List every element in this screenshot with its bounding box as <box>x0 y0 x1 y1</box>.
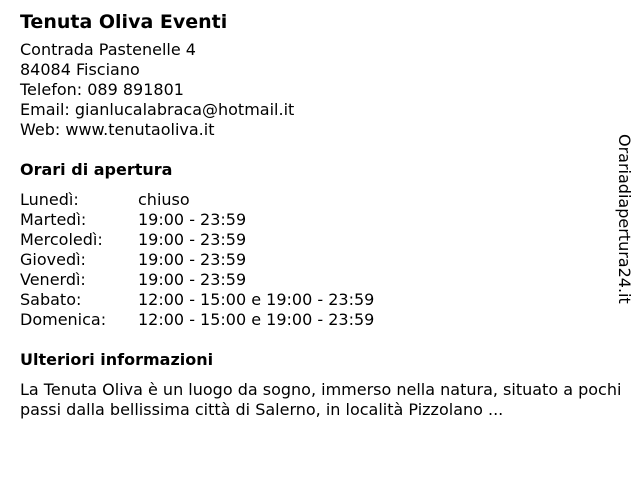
hours-row-sunday <box>20 310 610 330</box>
day-label: Lunedì: <box>20 190 79 209</box>
day-label: Mercoledì: <box>20 230 103 249</box>
time-value: 12:00 - 15:00 e 19:00 - 23:59 <box>138 310 375 329</box>
web-row <box>20 120 610 140</box>
hours-table <box>20 190 610 330</box>
address-line-2: 84084 Fisciano <box>20 60 140 79</box>
web-label: Web: <box>20 120 61 139</box>
web-link[interactable]: www.tenutaoliva.it <box>65 120 215 139</box>
time-value: 12:00 - 15:00 e 19:00 - 23:59 <box>138 290 375 309</box>
day-label: Giovedì: <box>20 250 86 269</box>
email-row <box>20 100 610 120</box>
day-label: Venerdì: <box>20 270 86 289</box>
contact-block <box>20 40 610 140</box>
hours-row-tuesday <box>20 210 610 230</box>
hours-row-friday <box>20 270 610 290</box>
phone-row <box>20 80 610 100</box>
day-label: Martedì: <box>20 210 87 229</box>
hours-row-thursday <box>20 250 610 270</box>
email-link[interactable]: gianlucalabraca@hotmail.it <box>74 100 295 119</box>
hours-row-saturday <box>20 290 610 310</box>
phone-label: Telefon: <box>20 80 83 99</box>
address-line-1: Contrada Pastenelle 4 <box>20 40 196 59</box>
hours-title: Orari di apertura <box>20 160 173 179</box>
info-description: La Tenuta Oliva è un luogo da sogno, immerso nella natura, situato a pochi passi dalla bellissima città di Salerno, in località Pizzolano ... <box>20 380 622 419</box>
hours-row-monday <box>20 190 610 210</box>
time-value: chiuso <box>138 190 190 209</box>
business-card <box>20 8 622 420</box>
day-label: Sabato: <box>20 290 82 309</box>
time-value: 19:00 - 23:59 <box>138 250 247 269</box>
time-value: 19:00 - 23:59 <box>138 210 247 229</box>
hours-row-wednesday <box>20 230 610 250</box>
day-label: Domenica: <box>20 310 107 329</box>
phone-number[interactable]: 089 891801 <box>87 80 184 99</box>
time-value: 19:00 - 23:59 <box>138 230 247 249</box>
info-title: Ulteriori informazioni <box>20 350 214 369</box>
side-brand-label: Orariadiapertura24.it <box>615 134 634 304</box>
time-value: 19:00 - 23:59 <box>138 270 247 289</box>
email-label: Email: <box>20 100 70 119</box>
business-name: Tenuta Oliva Eventi <box>20 11 228 33</box>
